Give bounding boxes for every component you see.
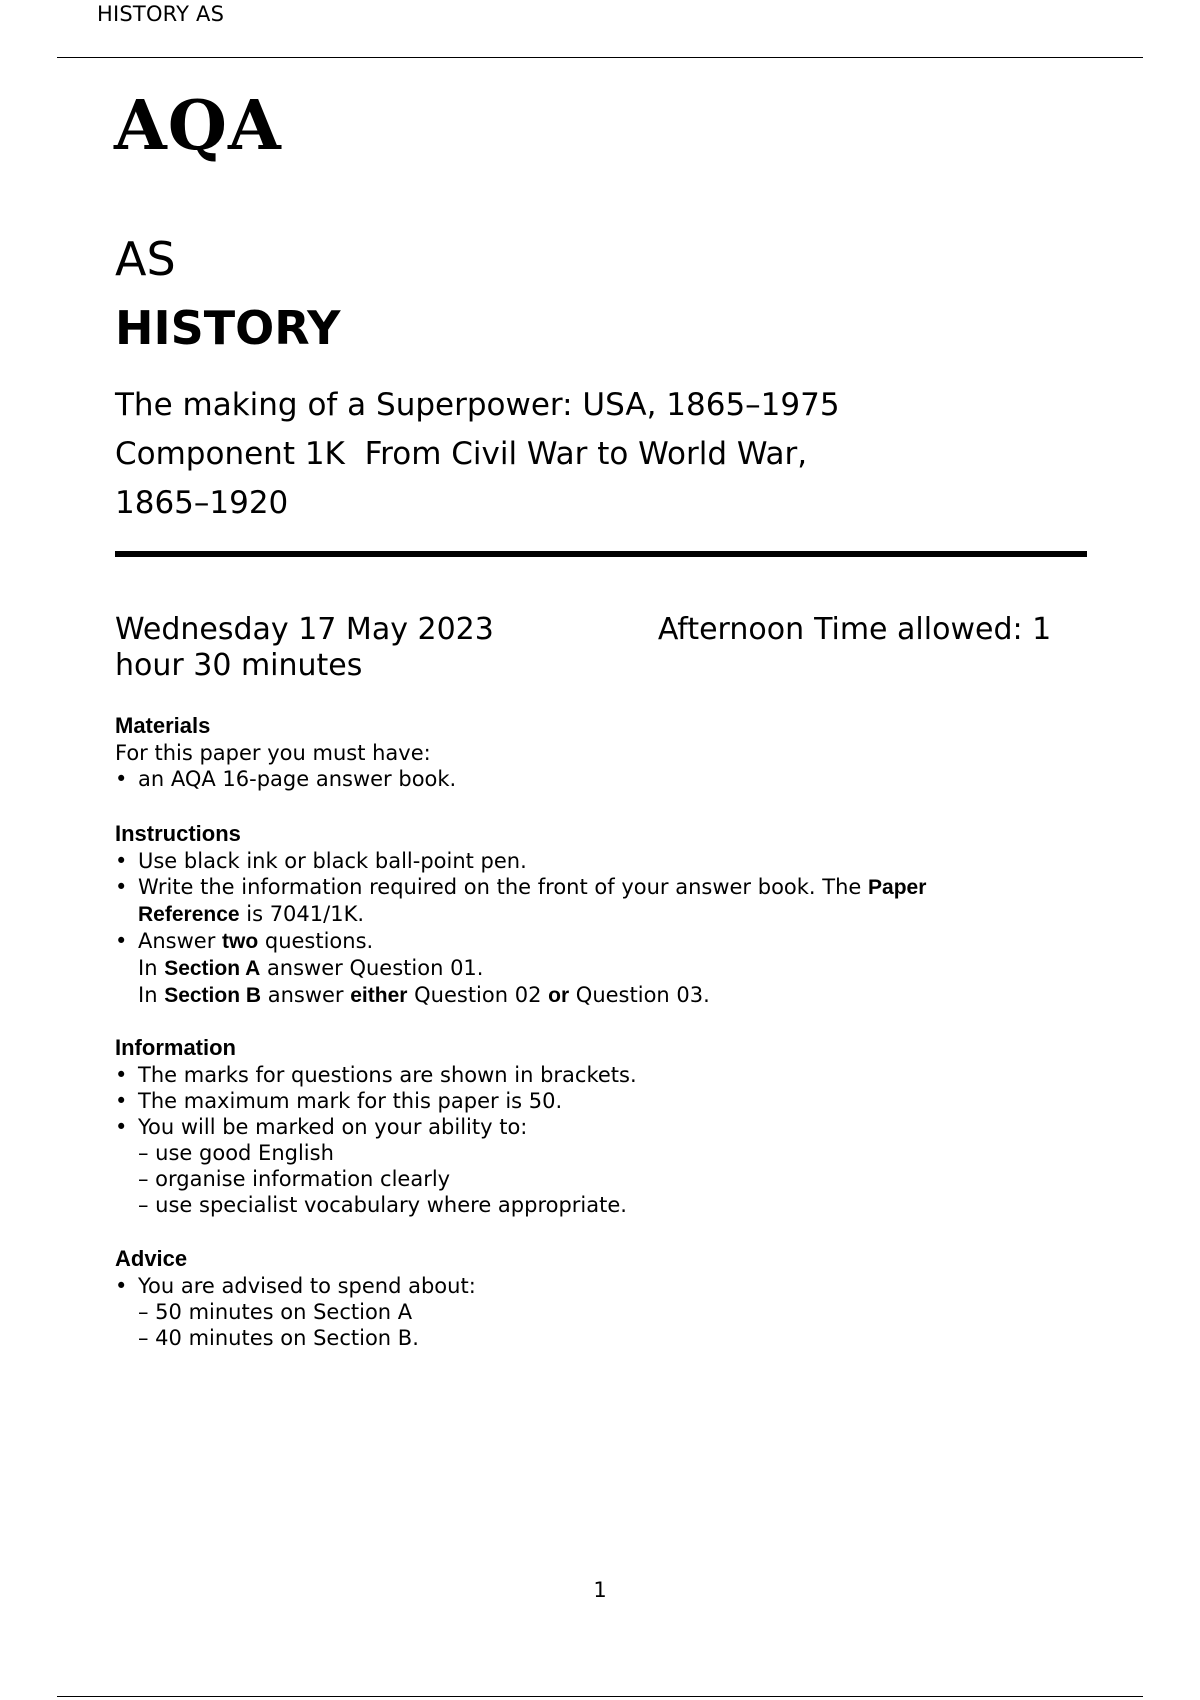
section-b-instruction: In Section B answer either Question 02 or Question 03. [138, 983, 710, 1007]
list-item: • Answer two questions. [115, 929, 374, 953]
materials-intro: For this paper you must have: [115, 741, 431, 765]
bullet-icon: • [115, 1063, 128, 1087]
list-item: • an AQA 16-page answer book. [115, 767, 457, 791]
paper-title-line-2: Component 1K From Civil War to World War, [115, 436, 808, 472]
aqa-logo: AQA [114, 86, 282, 166]
bullet-icon: • [115, 875, 128, 899]
information-list [115, 1062, 1015, 1140]
advice-section [115, 1245, 1015, 1351]
bullet-icon: • [115, 849, 128, 873]
running-header: HISTORY AS [97, 2, 225, 26]
information-section [115, 1034, 1015, 1218]
advice-heading: Advice [115, 1246, 188, 1271]
sub-list-item: – 50 minutes on Section A [138, 1300, 413, 1324]
section-a-instruction: In Section A answer Question 01. [138, 956, 484, 980]
paper-title-line-1: The making of a Superpower: USA, 1865–1975 [115, 387, 840, 423]
sub-list-item: – 40 minutes on Section B. [138, 1326, 419, 1350]
list-item: • You will be marked on your ability to: [115, 1115, 528, 1139]
bullet-icon: • [115, 767, 128, 791]
instructions-section [115, 820, 1015, 1009]
list-item: • Use black ink or black ball-point pen. [115, 849, 527, 873]
list-item: • Write the information required on the front of your answer book. The Paper Reference is 7041/1K. [115, 875, 927, 926]
footer-rule [57, 1696, 1143, 1697]
bullet-icon: • [115, 1274, 128, 1298]
time-allowed: Time allowed: 1 hour 30 minutes [115, 612, 1052, 683]
instructions-heading: Instructions [115, 821, 241, 846]
exam-date: Wednesday 17 May 2023 [115, 612, 494, 647]
list-item: • The maximum mark for this paper is 50. [115, 1089, 563, 1113]
advice-list [115, 1273, 1015, 1299]
paper-title [115, 381, 935, 528]
instructions-list [115, 848, 1015, 955]
header-rule [57, 57, 1143, 58]
title-rule [115, 551, 1087, 557]
list-item: • The marks for questions are shown in brackets. [115, 1063, 637, 1087]
bullet-icon: • [115, 1115, 128, 1139]
materials-heading: Materials [115, 713, 211, 738]
materials-section [115, 712, 1015, 792]
subject-title: HISTORY [115, 301, 341, 355]
exam-session: Afternoon [657, 612, 805, 647]
paper-title-line-3: 1865–1920 [115, 485, 289, 521]
list-item: • You are advised to spend about: [115, 1274, 476, 1298]
information-heading: Information [115, 1035, 236, 1060]
page-number: 1 [593, 1578, 607, 1602]
qualification-level: AS [115, 232, 176, 286]
sub-list-item: – use good English [138, 1141, 334, 1165]
materials-list [115, 766, 1015, 792]
sub-list-item: – organise information clearly [138, 1167, 451, 1191]
bullet-icon: • [115, 929, 128, 953]
exam-date-line [115, 612, 1075, 684]
sub-list-item: – use specialist vocabulary where appropriate. [138, 1193, 627, 1217]
bullet-icon: • [115, 1089, 128, 1113]
